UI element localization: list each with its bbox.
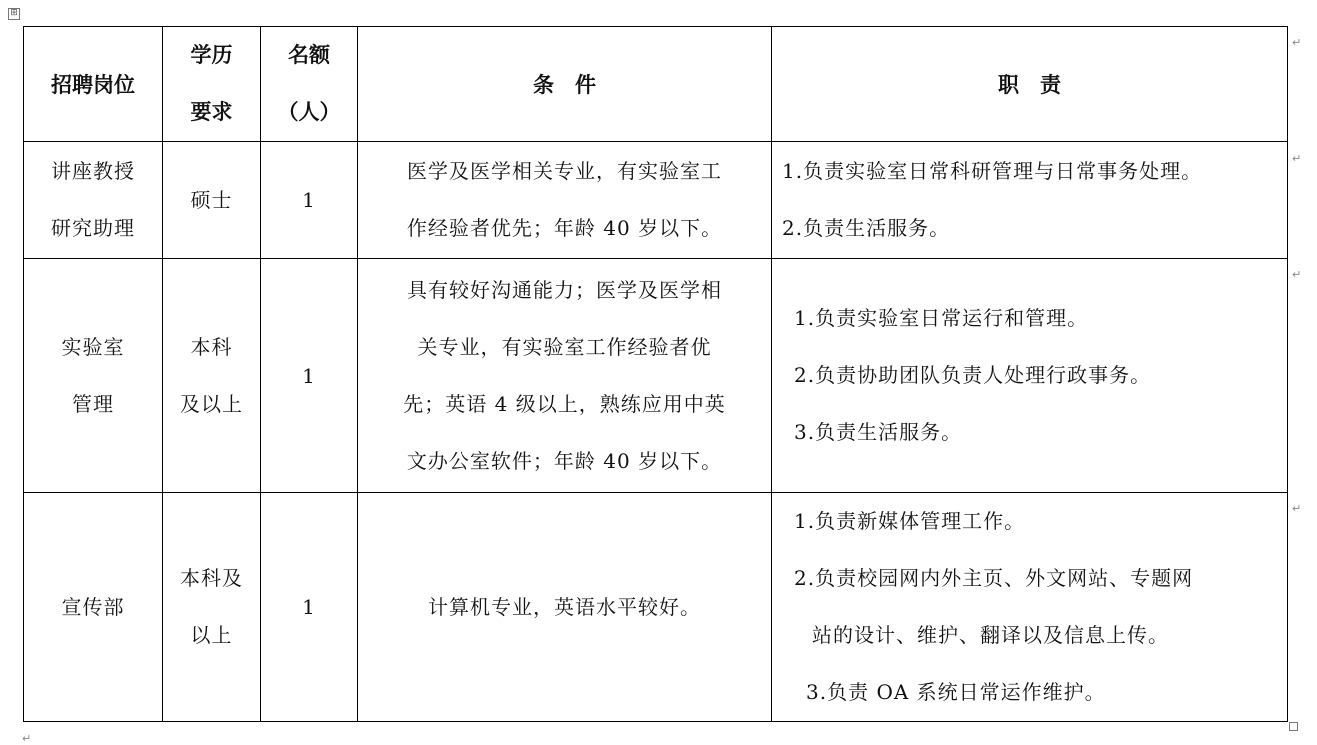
cell-conditions: 计算机专业，英语水平较好。 — [358, 493, 772, 722]
cell-education: 本科及 以上 — [163, 493, 261, 722]
cell-conditions: 医学及医学相关专业，有实验室工 作经验者优先；年龄 40 岁以下。 — [358, 142, 772, 259]
table-row — [24, 493, 1288, 722]
header-row — [24, 27, 1288, 142]
header-education: 学历 要求 — [163, 27, 261, 142]
recruitment-table — [23, 26, 1288, 722]
cell-position: 宣传部 — [24, 493, 163, 722]
cell-quota: 1 — [261, 142, 358, 259]
cell-quota: 1 — [261, 493, 358, 722]
row-end-mark: ↵ — [1292, 502, 1302, 515]
table-move-handle-icon[interactable]: ⊞ — [8, 8, 20, 20]
cell-quota: 1 — [261, 259, 358, 493]
header-duties: 职 责 — [772, 27, 1288, 142]
table-row — [24, 142, 1288, 259]
cell-duties: 1.负责新媒体管理工作。 2.负责校园网内外主页、外文网站、专题网 站的设计、维护、翻译以及信息上传。 3.负责 OA 系统日常运作维护。 — [772, 493, 1288, 722]
table-row — [24, 259, 1288, 493]
cell-education: 硕士 — [163, 142, 261, 259]
cell-duties: 1.负责实验室日常运行和管理。 2.负责协助团队负责人处理行政事务。 3.负责生活服务。 — [772, 259, 1288, 493]
header-conditions: 条 件 — [358, 27, 772, 142]
table-resize-handle[interactable] — [1289, 722, 1298, 731]
cell-duties: 1.负责实验室日常科研管理与日常事务处理。 2.负责生活服务。 — [772, 142, 1288, 259]
cell-education: 本科 及以上 — [163, 259, 261, 493]
cell-position: 实验室 管理 — [24, 259, 163, 493]
paragraph-mark: ↵ — [22, 732, 32, 745]
row-end-mark: ↵ — [1292, 152, 1302, 165]
cell-conditions: 具有较好沟通能力；医学及医学相 关专业，有实验室工作经验者优 先；英语 4 级以上，熟练应用中英 文办公室软件；年龄 40 岁以下。 — [358, 259, 772, 493]
row-end-mark: ↵ — [1292, 268, 1302, 281]
row-end-mark: ↵ — [1292, 36, 1302, 49]
header-quota: 名额 （人） — [261, 27, 358, 142]
cell-position: 讲座教授 研究助理 — [24, 142, 163, 259]
header-position: 招聘岗位 — [24, 27, 163, 142]
